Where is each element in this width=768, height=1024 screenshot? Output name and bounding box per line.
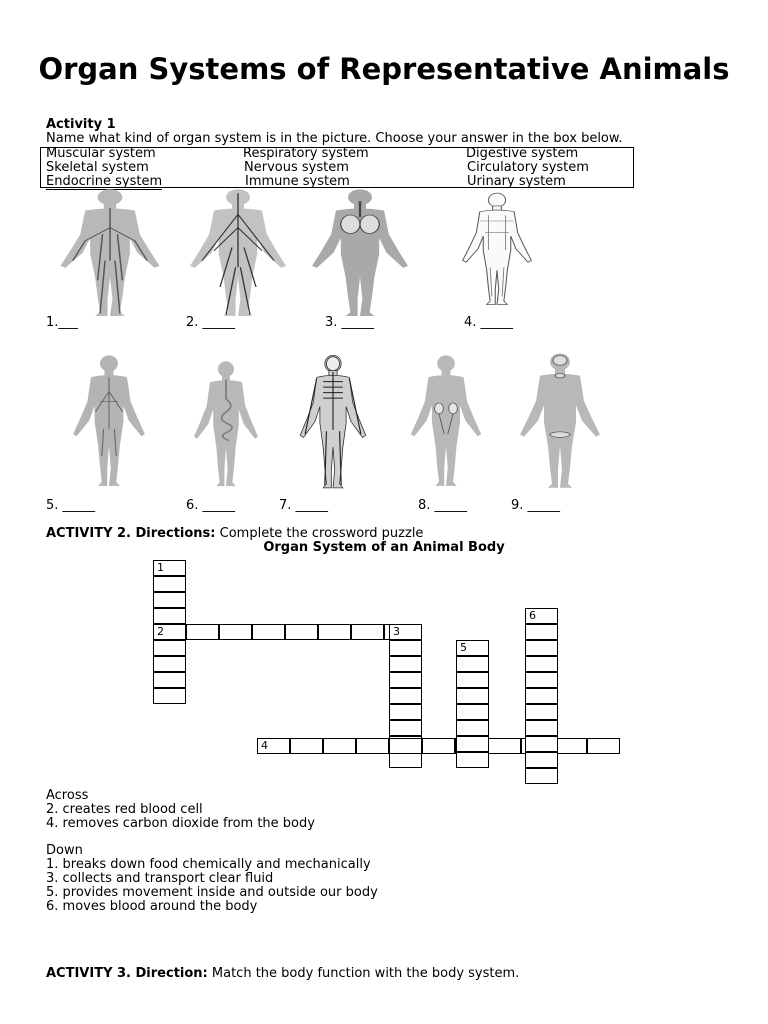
crossword-cell[interactable] — [422, 738, 455, 754]
crossword-cell[interactable] — [389, 640, 422, 656]
crossword-cell[interactable] — [153, 608, 186, 624]
crossword-cell[interactable] — [389, 720, 422, 736]
choice-muscular: Muscular system — [46, 146, 156, 161]
activity3-directions — [46, 967, 519, 981]
crossword-cell[interactable] — [389, 752, 422, 768]
crossword-cell[interactable] — [456, 752, 489, 768]
down-clue-5: 5. provides movement inside and outside our body — [46, 885, 378, 900]
activity2-directions — [46, 527, 423, 541]
down-clue-6: 6. moves blood around the body — [46, 899, 258, 914]
activity2-heading: ACTIVITY 2. Directions: — [46, 526, 216, 541]
crossword-cell[interactable] — [290, 738, 323, 754]
crossword-cell[interactable] — [525, 736, 558, 752]
digestive-system-figure — [186, 360, 266, 494]
crossword-cell[interactable] — [525, 640, 558, 656]
label-9: 9. _____ — [511, 498, 561, 513]
crossword-cell[interactable] — [456, 672, 489, 688]
down-heading: Down — [46, 843, 83, 858]
activity1-heading: Activity 1 — [46, 117, 116, 132]
label-3: 3. _____ — [325, 315, 375, 330]
crossword-cell[interactable] — [554, 738, 587, 754]
crossword-clue-number: 2 — [157, 625, 164, 638]
across-heading: Across — [46, 788, 89, 803]
crossword-clue-number: 6 — [529, 609, 536, 622]
crossword-cell[interactable] — [525, 672, 558, 688]
choice-urinary: Urinary system — [467, 174, 566, 189]
urinary-system-figure — [402, 354, 490, 494]
choice-immune: Immune system — [245, 174, 350, 189]
crossword-cell[interactable] — [389, 688, 422, 704]
down-clue-1: 1. breaks down food chemically and mechanically — [46, 857, 371, 872]
crossword-clue-number: 4 — [261, 739, 268, 752]
activity2-instruction: Complete the crossword puzzle — [215, 526, 424, 541]
choice-skeletal: Skeletal system — [46, 160, 149, 175]
activity3-instruction: Match the body function with the body system. — [207, 966, 520, 981]
crossword-cell[interactable] — [153, 672, 186, 688]
crossword-clue-number: 3 — [393, 625, 400, 638]
crossword-cell[interactable] — [456, 688, 489, 704]
crossword-cell[interactable] — [525, 656, 558, 672]
crossword-cell[interactable] — [525, 720, 558, 736]
crossword-cell[interactable] — [389, 738, 422, 754]
crossword-cell[interactable] — [219, 624, 252, 640]
crossword-cell[interactable] — [356, 738, 389, 754]
crossword-cell[interactable] — [587, 738, 620, 754]
across-clue-4: 4. removes carbon dioxide from the body — [46, 816, 315, 831]
crossword-cell[interactable] — [186, 624, 219, 640]
crossword-cell[interactable] — [456, 656, 489, 672]
respiratory-system-figure — [300, 188, 420, 324]
choice-circulatory: Circulatory system — [467, 160, 589, 175]
crossword-cell[interactable] — [153, 640, 186, 656]
crossword-cell[interactable] — [389, 656, 422, 672]
page-title: Organ Systems of Representative Animals — [38, 52, 730, 86]
activity1-instruction: Name what kind of organ system is in the picture. Choose your answer in the box below. — [46, 131, 623, 146]
crossword-cell[interactable] — [252, 624, 285, 640]
nervous-system-figure — [178, 188, 298, 324]
skeletal-system-figure — [292, 354, 374, 496]
crossword-cell[interactable] — [488, 738, 521, 754]
crossword-cell[interactable] — [525, 688, 558, 704]
label-8: 8. _____ — [418, 498, 468, 513]
label-1: 1.___ — [46, 315, 78, 330]
crossword-cell[interactable] — [389, 704, 422, 720]
crossword-cell[interactable] — [456, 736, 489, 752]
crossword-cell[interactable] — [525, 624, 558, 640]
crossword-cell[interactable] — [153, 688, 186, 704]
crossword-cell[interactable] — [153, 656, 186, 672]
muscular-system-figure — [454, 192, 540, 312]
crossword-cell[interactable] — [323, 738, 356, 754]
crossword-title: Organ System of an Animal Body — [263, 540, 505, 555]
crossword-cell[interactable] — [318, 624, 351, 640]
crossword-clue-number: 5 — [460, 641, 467, 654]
crossword-cell[interactable] — [525, 704, 558, 720]
down-clue-3: 3. collects and transport clear fluid — [46, 871, 274, 886]
label-6: 6. _____ — [186, 498, 236, 513]
activity3-heading: ACTIVITY 3. Direction: — [46, 966, 208, 981]
crossword-cell[interactable] — [525, 768, 558, 784]
crossword-cell[interactable] — [153, 592, 186, 608]
crossword-cell[interactable] — [153, 576, 186, 592]
crossword-cell[interactable] — [525, 752, 558, 768]
label-7: 7. _____ — [279, 498, 329, 513]
choice-endocrine: Endocrine system — [46, 174, 163, 189]
choice-nervous: Nervous system — [244, 160, 349, 175]
crossword-cell[interactable] — [389, 672, 422, 688]
endocrine-system-figure — [510, 352, 610, 496]
choice-respiratory: Respiratory system — [243, 146, 369, 161]
immune-system-figure — [64, 354, 154, 494]
crossword-cell[interactable] — [351, 624, 384, 640]
crossword-clue-number: 1 — [157, 561, 164, 574]
label-4: 4. _____ — [464, 315, 514, 330]
crossword-cell[interactable] — [285, 624, 318, 640]
label-5: 5. _____ — [46, 498, 96, 513]
across-clue-2: 2. creates red blood cell — [46, 802, 203, 817]
choice-digestive: Digestive system — [466, 146, 579, 161]
crossword-cell[interactable] — [456, 704, 489, 720]
crossword-cell[interactable] — [456, 720, 489, 736]
circulatory-system-figure — [48, 188, 172, 324]
label-2: 2. _____ — [186, 315, 236, 330]
